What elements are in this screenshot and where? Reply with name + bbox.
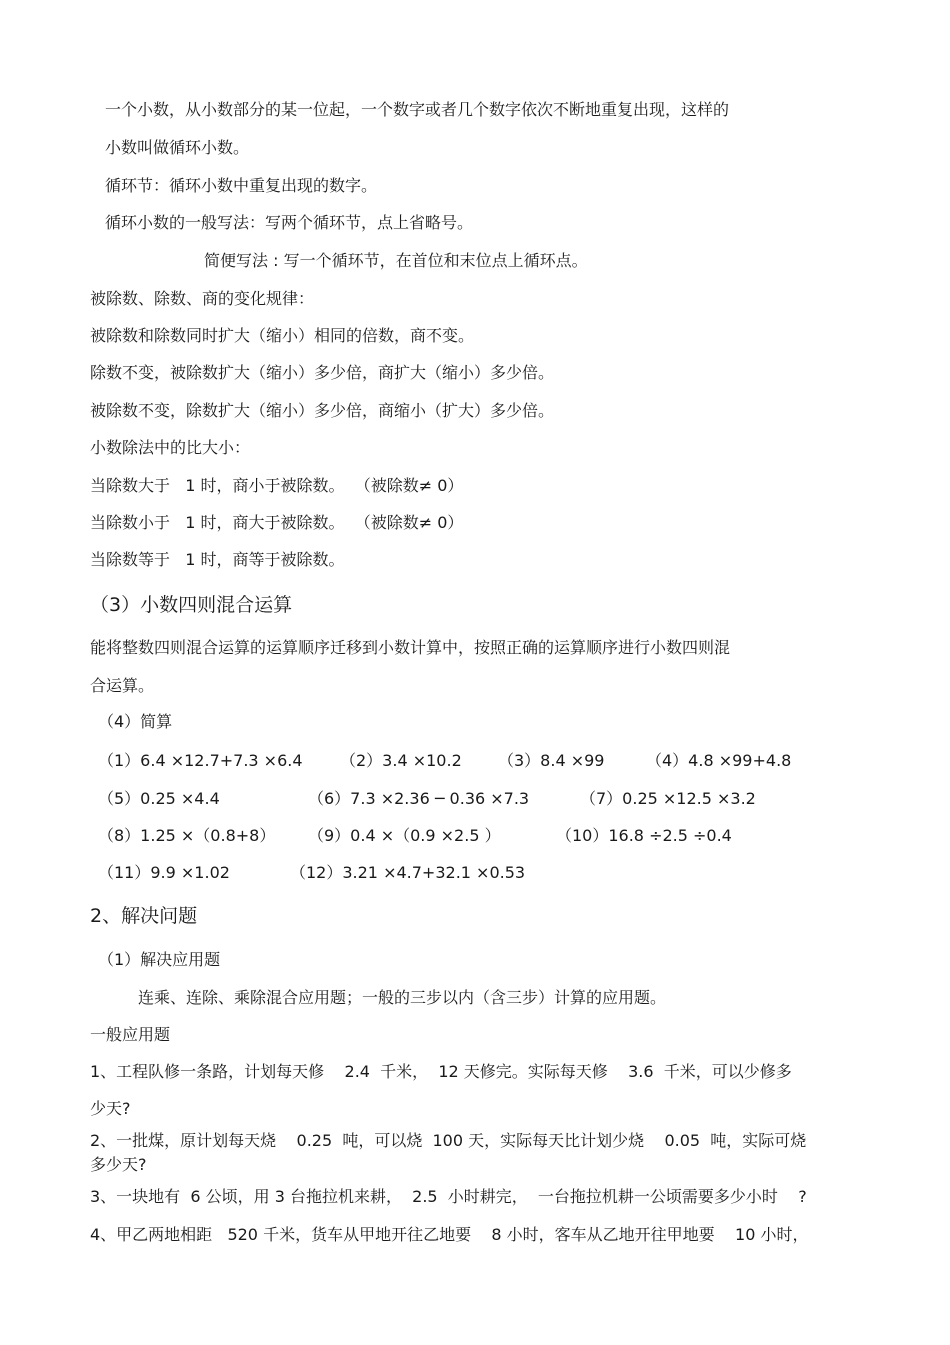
problem-4: 4、甲乙两地相距 520 千米，货车从甲地开往乙地要 8 小时，客车从乙地开往甲地要 10 小时， xyxy=(90,1225,809,1244)
general-notation: 循环小数的一般写法：写两个循环节，点上省略号。 xyxy=(105,213,474,232)
exercise-item: （2）3.4 ×10.2 xyxy=(340,751,462,770)
word-problems-subheading: （1）解决应用题 xyxy=(98,950,221,969)
general-problems-label: 一般应用题 xyxy=(90,1025,171,1044)
comparison-2: 当除数小于 1 时，商大于被除数。 （被除数≠ 0） xyxy=(90,513,464,532)
exercise-item: （6）7.3 ×2.36 ─ 0.36 ×7.3 xyxy=(308,789,530,808)
exercise-item: （7）0.25 ×12.5 ×3.2 xyxy=(580,789,756,808)
problem-2-line-1: 2、一批煤，原计划每天烧 0.25 吨，可以烧 100 天，实际每天比计划少烧 0.05 吨，实际可烧 xyxy=(90,1131,807,1150)
problem-3: 3、一块地有 6 公顷，用 3 台拖拉机来耕， 2.5 小时耕完， 一台拖拉机耕一公顷需要多少小时 ? xyxy=(90,1187,807,1206)
division-rule-1: 被除数和除数同时扩大（缩小）相同的倍数，商不变。 xyxy=(90,326,475,345)
definition-line-2: 小数叫做循环小数。 xyxy=(105,138,250,157)
comparison-3: 当除数等于 1 时，商等于被除数。 xyxy=(90,550,345,569)
mixed-ops-desc-1: 能将整数四则混合运算的运算顺序迁移到小数计算中，按照正确的运算顺序进行小数四则混 xyxy=(90,638,731,657)
problem-2-line-2: 多少天? xyxy=(90,1155,147,1174)
problem-1-line-2: 少天? xyxy=(90,1099,131,1118)
mixed-ops-heading: （3）小数四则混合运算 xyxy=(90,594,293,616)
exercise-item: （4）4.8 ×99+4.8 xyxy=(646,751,792,770)
problem-solving-heading: 2、解决问题 xyxy=(90,905,198,927)
exercise-item: （12）3.21 ×4.7+32.1 ×0.53 xyxy=(290,863,526,882)
mixed-ops-desc-2: 合运算。 xyxy=(90,676,155,695)
exercise-item: （11）9.9 ×1.02 xyxy=(98,863,230,882)
simplify-heading: （4）简算 xyxy=(98,712,173,731)
division-rule-2: 除数不变，被除数扩大（缩小）多少倍，商扩大（缩小）多少倍。 xyxy=(90,363,555,382)
exercise-item: （3）8.4 ×99 xyxy=(498,751,605,770)
exercise-item: （1）6.4 ×12.7+7.3 ×6.4 xyxy=(98,751,303,770)
problem-1-line-1: 1、工程队修一条路，计划每天修 2.4 千米， 12 天修完。实际每天修 3.6 千米，可以少修多 xyxy=(90,1062,792,1081)
division-rules-title: 被除数、除数、商的变化规律： xyxy=(90,289,315,308)
comparison-1: 当除数大于 1 时，商小于被除数。 （被除数≠ 0） xyxy=(90,476,464,495)
cycle-section-def: 循环节：循环小数中重复出现的数字。 xyxy=(105,176,378,195)
exercise-item: （9）0.4 ×（0.9 ×2.5 ） xyxy=(308,826,501,845)
short-notation: 简便写法 : 写一个循环节，在首位和末位点上循环点。 xyxy=(204,251,588,270)
exercise-item: （5）0.25 ×4.4 xyxy=(98,789,220,808)
word-problems-desc: 连乘、连除、乘除混合应用题；一般的三步以内（含三步）计算的应用题。 xyxy=(138,988,667,1007)
definition-line-1: 一个小数，从小数部分的某一位起，一个数字或者几个数字依次不断地重复出现，这样的 xyxy=(105,100,730,119)
exercise-item: （8）1.25 ×（0.8+8） xyxy=(98,826,276,845)
exercise-item: （10）16.8 ÷2.5 ÷0.4 xyxy=(556,826,732,845)
comparison-title: 小数除法中的比大小： xyxy=(90,438,251,457)
division-rule-3: 被除数不变，除数扩大（缩小）多少倍，商缩小（扩大）多少倍。 xyxy=(90,401,555,420)
